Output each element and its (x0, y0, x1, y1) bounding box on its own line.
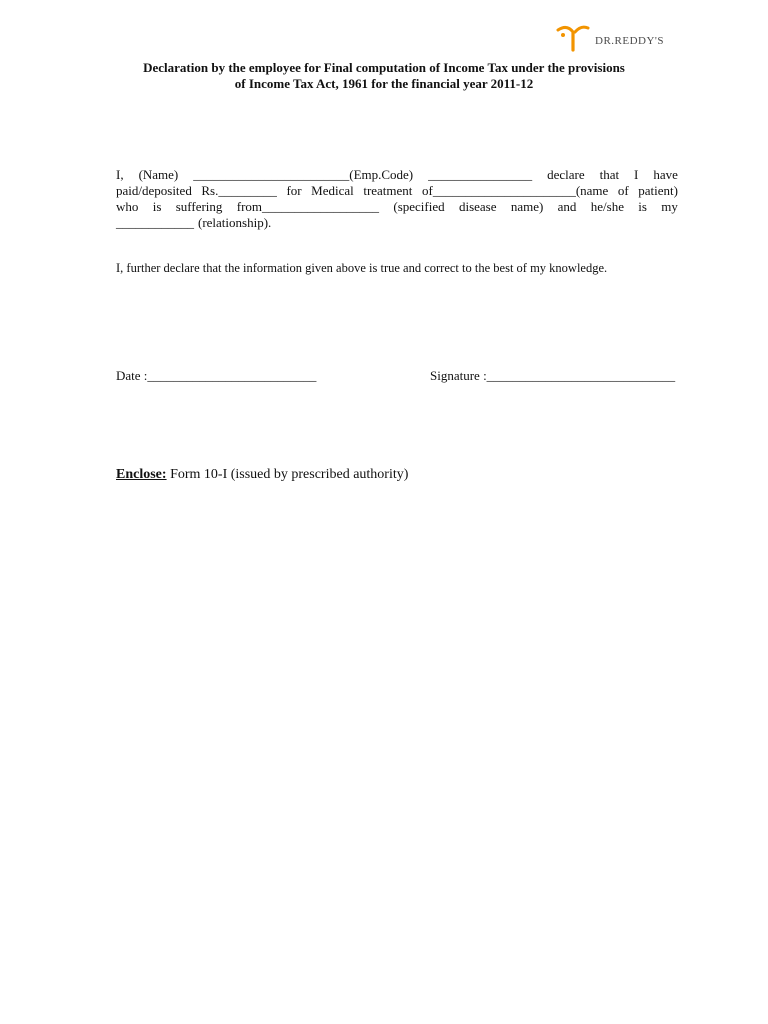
declaration-word: (Name) (138, 167, 179, 182)
declaration-word: suffering (175, 199, 223, 214)
declaration-word: (specified (393, 199, 445, 214)
emp-name-code-blank: ________________________(Emp.Code) (193, 167, 414, 182)
declaration-word: is (638, 199, 647, 214)
declaration-word: he/she (590, 199, 624, 214)
enclose-label: Enclose: (116, 467, 167, 482)
enclose-text: Form 10-I (issued by prescribed authority) (170, 467, 409, 482)
declaration-word: (relationship). (198, 215, 272, 230)
amount-blank: Rs._________ (201, 183, 277, 198)
title-line-2: of Income Tax Act, 1961 for the financial year 2011-12 (234, 76, 534, 91)
declaration-word: of (617, 183, 629, 198)
emp-code-blank: ________________ (428, 167, 533, 182)
date-field: Date :__________________________ (116, 368, 317, 383)
signature-field: Signature :_____________________________ (430, 368, 676, 383)
declaration-line-2 (116, 183, 678, 199)
company-logo (555, 21, 679, 55)
relationship-blank: ____________ (116, 215, 194, 230)
declaration-word: for (286, 183, 302, 198)
disease-blank: from__________________ (236, 199, 380, 214)
declaration-word: who (116, 199, 139, 214)
declaration-line-3 (116, 199, 678, 215)
dr-reddys-logo-icon (555, 22, 591, 54)
declaration-paragraph (116, 167, 678, 231)
patient-name-blank: of______________________(name (421, 183, 609, 198)
declaration-word: my (661, 199, 678, 214)
declaration-word: paid/deposited (116, 183, 192, 198)
declaration-word: Medical (311, 183, 354, 198)
enclosure-note (116, 466, 408, 484)
declaration-word: and (557, 199, 577, 214)
declaration-word: declare (547, 167, 585, 182)
declaration-word: patient) (638, 183, 678, 198)
declaration-word: is (152, 199, 162, 214)
title-line-1: Declaration by the employee for Final computation of Income Tax under the provisions (143, 60, 625, 75)
further-declaration: I, further declare that the information given above is true and correct to the best of my knowledge. (116, 261, 608, 275)
declaration-word: treatment (363, 183, 413, 198)
declaration-word: have (653, 167, 678, 182)
declaration-line-4 (116, 215, 678, 231)
declaration-word: that (599, 167, 620, 182)
logo-text: DR.REDDY'S (595, 35, 665, 47)
declaration-word: I, (116, 167, 124, 182)
declaration-line-1 (116, 167, 678, 183)
declaration-word: disease (458, 199, 497, 214)
declaration-word: I (634, 167, 639, 182)
document-title (100, 60, 668, 92)
declaration-word: name) (510, 199, 544, 214)
